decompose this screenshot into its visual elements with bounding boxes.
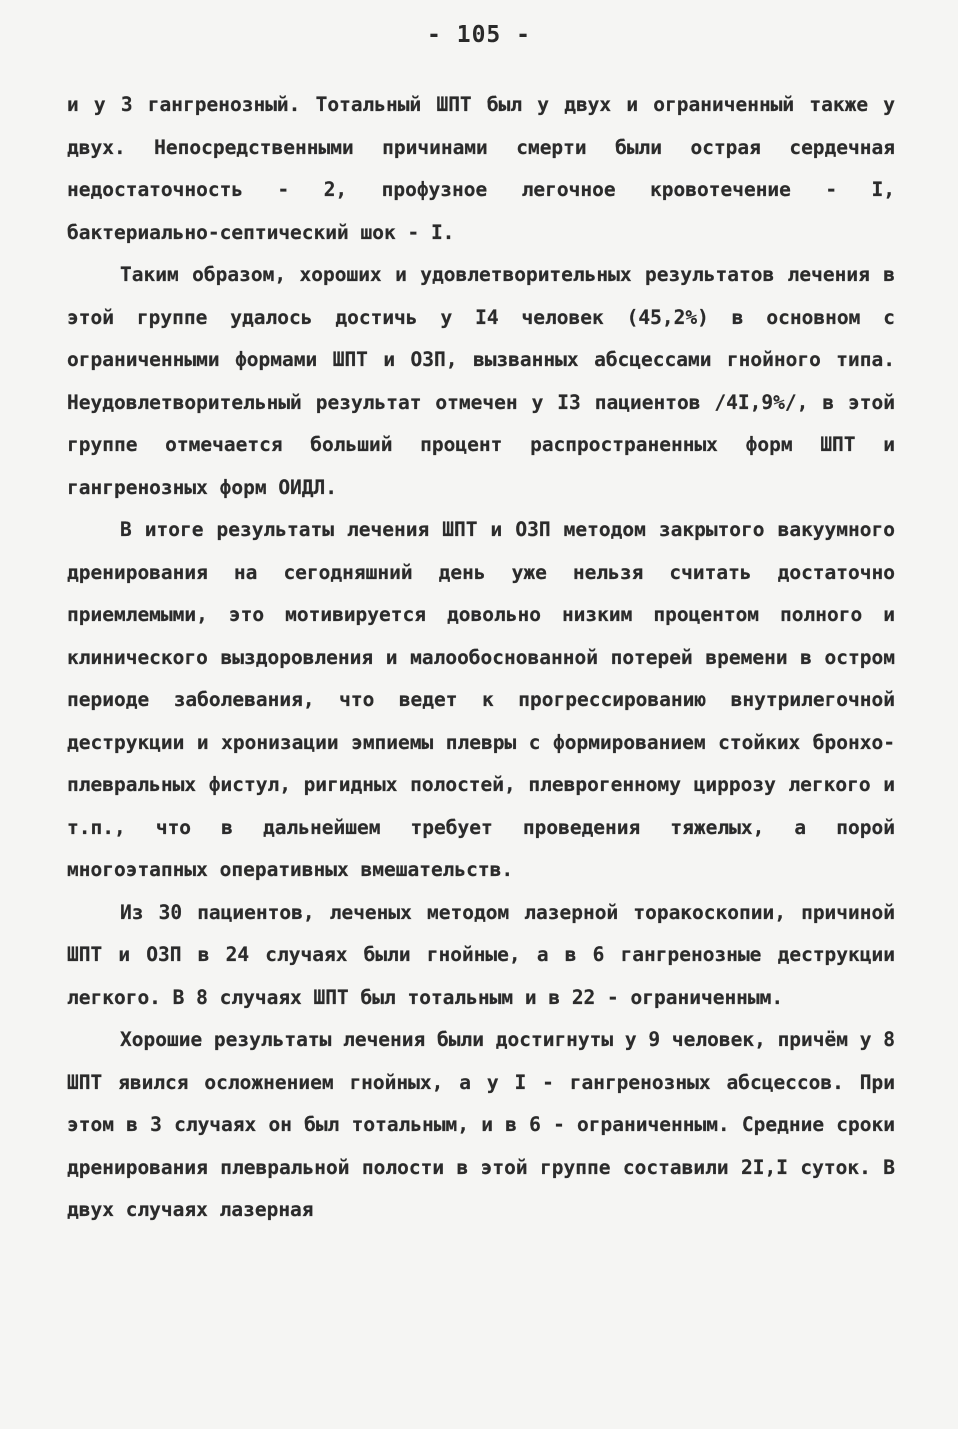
paragraph-vacuum-drainage-conclusion: В итоге результаты лечения ШПТ и ОЗП методом закрытого вакуумного дренирования на сегодняшний день уже нельзя считать достаточно приемлемыми, это мотивируется довольно низким процентом полного и клинического выздоровления и малообоснованной потерей времени в остром периоде заболевания, что ведет к прогрессированию внутрилегочной деструкции и хронизации эмпиемы плевры с формированием стойких бронхо-плевральных фистул, ригидных полостей, плеврогенному циррозу легкого и т.п., что в дальнейшем требует проведения тяжелых, а порой многоэтапных оперативных вмешательств.: [67, 518, 895, 881]
paragraph-laser-thoracoscopy-patients: Из 30 пациентов, леченых методом лазерной торакоскопии, причиной ШПТ и ОЗП в 24 случаях были гнойные, а в 6 гангренозные деструкции легкого. В 8 случаях ШПТ был тотальным и в 22 - ограниченным.: [67, 900, 895, 1009]
document-body: [67, 84, 895, 1232]
paragraph-good-results: Хорошие результаты лечения были достигнуты у 9 человек, причём у 8 ШПТ явился осложнением гнойных, а у I - гангренозных абсцессов. При этом в 3 случаях он был тотальным, и в 6 - ограниченным. Средние сроки дренирования плевральной полости в этой группе составили 2I,I суток. В двух случаях лазерная: [67, 1028, 895, 1221]
paragraph-continuation: и у 3 гангренозный. Тотальный ШПТ был у двух и ограниченный также у двух. Непосредственными причинами смерти были острая сердечная недостаточность - 2, профузное легочное кровотечение - I, бактериально-септический шок - I.: [67, 93, 895, 244]
page-number: - 105 -: [427, 22, 531, 48]
paragraph-summary-results: Таким образом, хороших и удовлетворительных результатов лечения в этой группе удалось достичь у I4 человек (45,2%) в основном с ограниченными формами ШПТ и ОЗП, вызванных абсцессами гнойного типа. Неудовлетворительный результат отмечен у I3 пациентов /4I,9%/, в этой группе отмечается больший процент распространенных форм ШПТ и гангренозных форм ОИДЛ.: [67, 263, 895, 499]
